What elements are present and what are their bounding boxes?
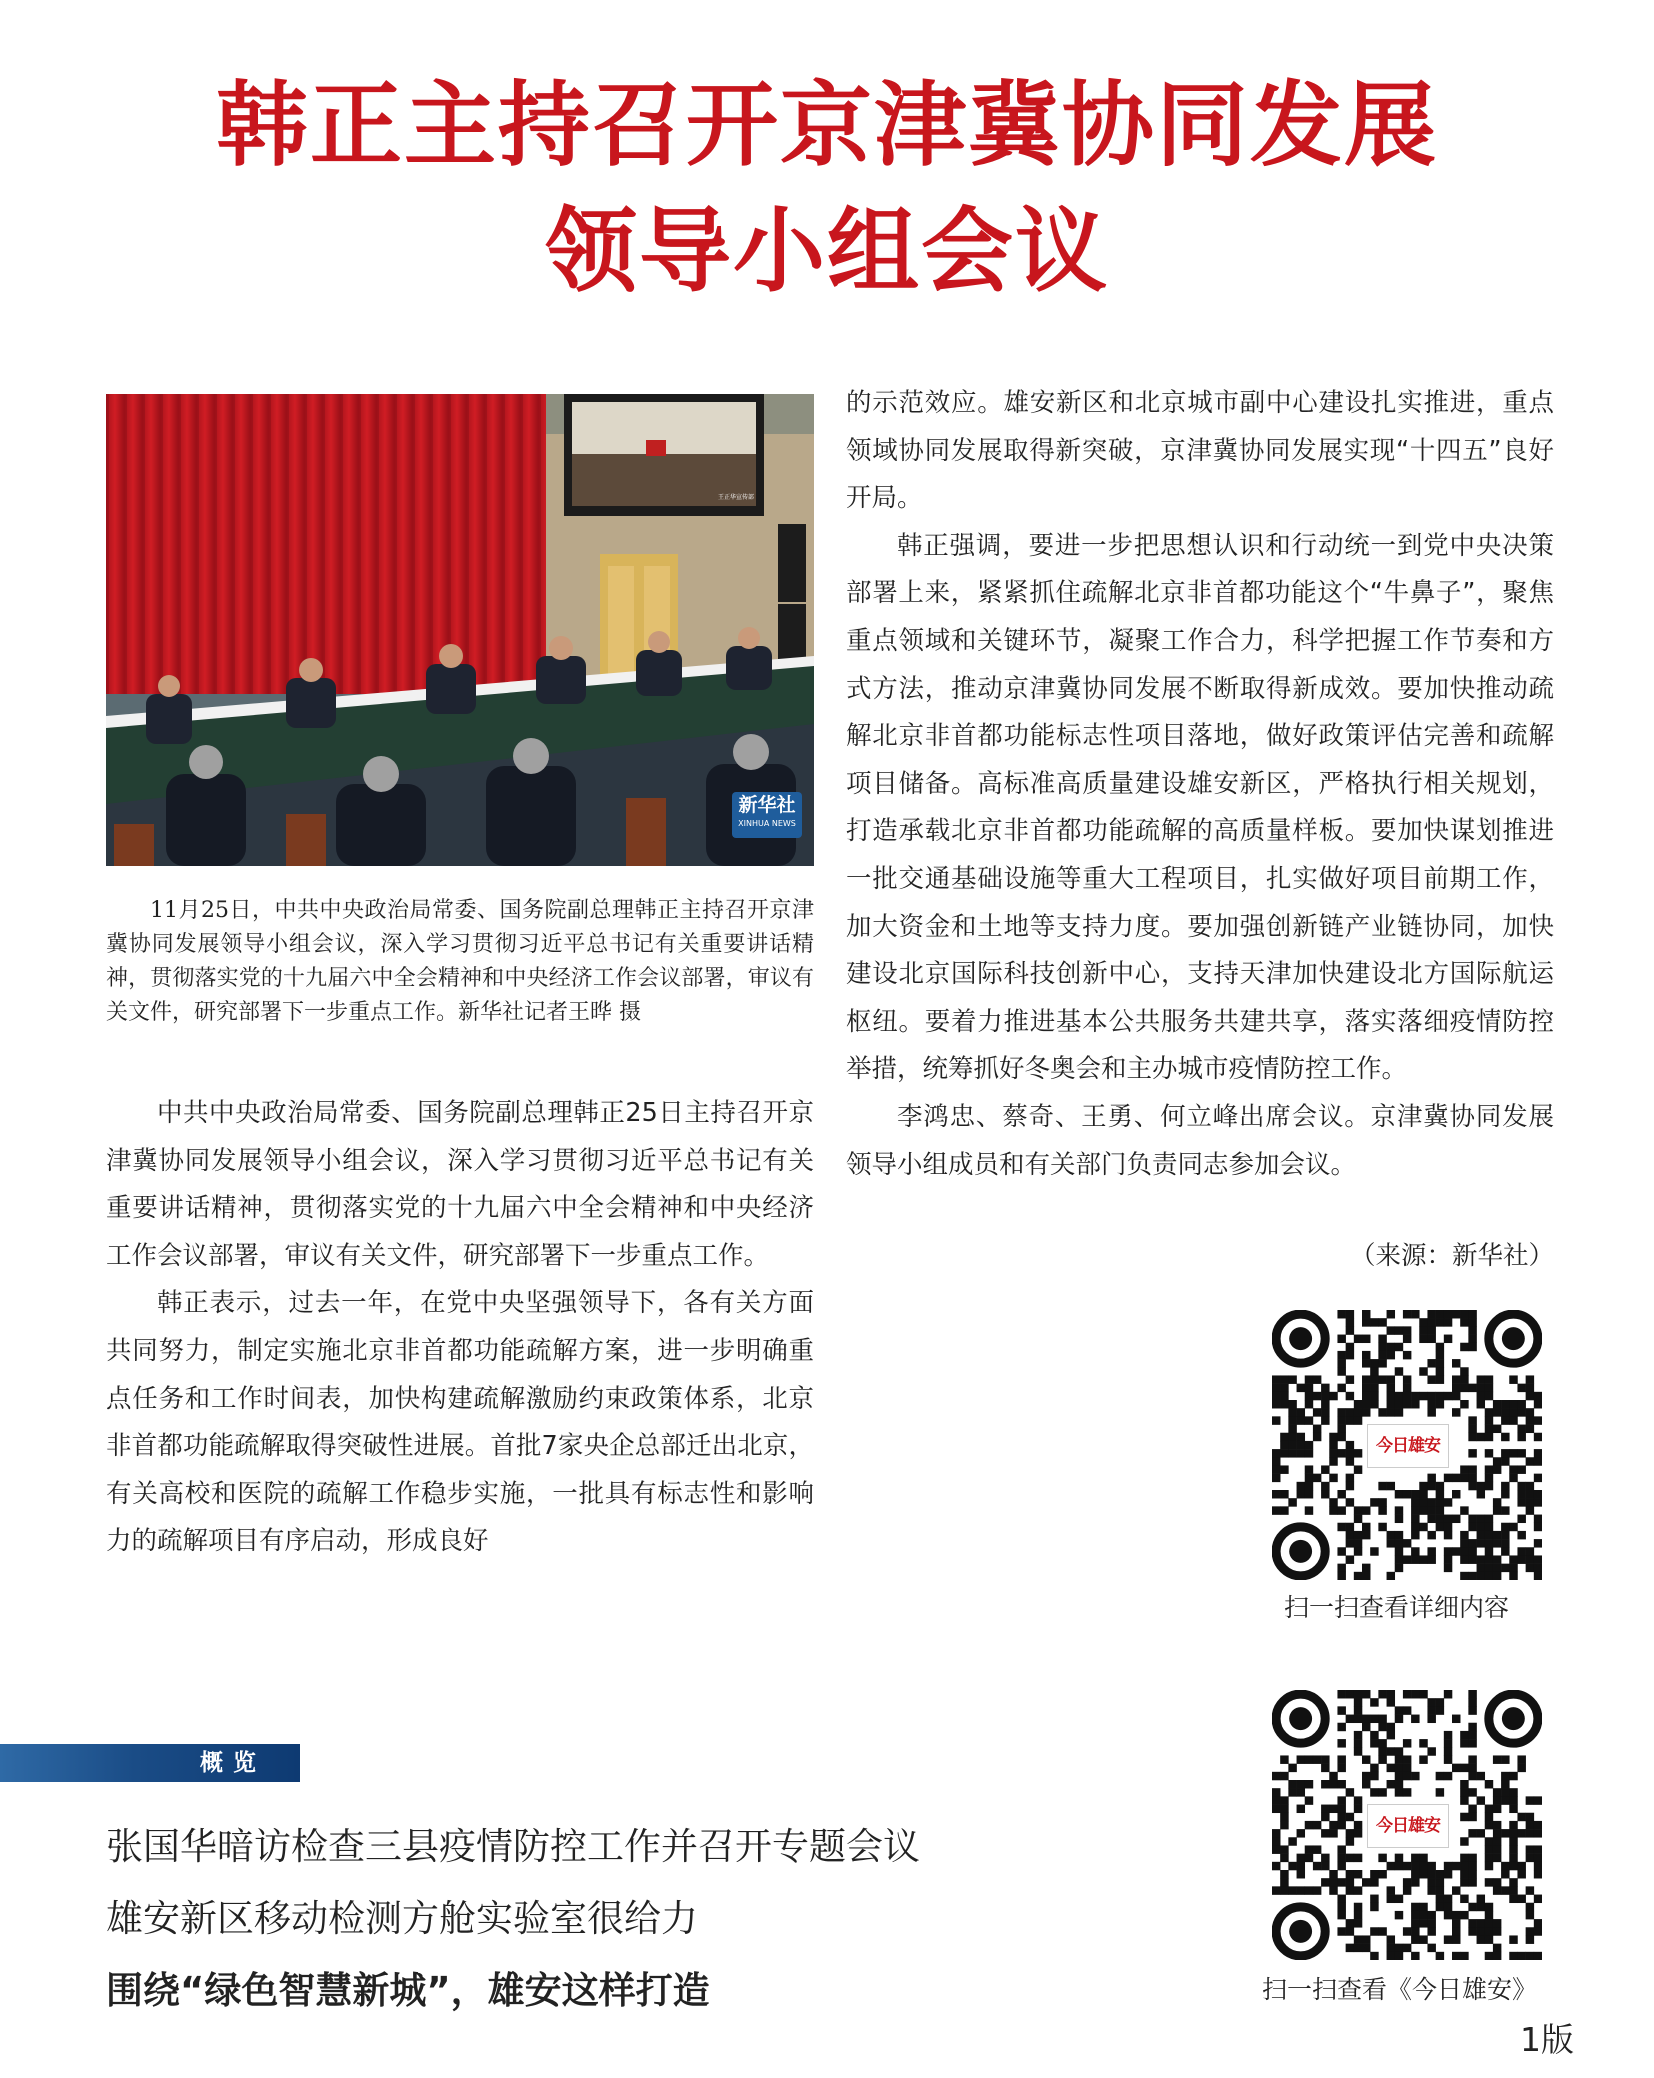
overview-link-item[interactable]: 张国华暗访检查三县疫情防控工作并召开专题会议 xyxy=(106,1825,920,1868)
watermark-main-text: 新华社 xyxy=(738,794,796,816)
meeting-room-illustration xyxy=(106,394,814,866)
article-paragraph-continued: 的示范效应。雄安新区和北京城市副中心建设扎实推进，重点领域协同发展取得新突破，京津冀协同发展实现“十四五”良好开局。 xyxy=(846,388,1554,514)
overview-label: 概览 xyxy=(200,1750,266,1776)
article-paragraph: 韩正强调，要进一步把思想认识和行动统一到党中央决策部署上来，紧紧抓住疏解北京非首都功能这个“牛鼻子”，聚焦重点领域和关键环节，凝聚工作合力，科学把握工作节奏和方式方法，推动京津冀协同发展不断取得新成效。要加快推动疏解北京非首都功能标志性项目落地，做好政策评估完善和疏解项目储备。高标准高质量建设雄安新区，严格执行相关规划，打造承载北京非首都功能疏解的高质量样板。要加快谋划推进一批交通基础设施等重大工程项目，扎实做好项目前期工作，加大资金和土地等支持力度。要加强创新链产业链协同，加快建设北京国际科技创新中心，支持天津加快建设北方国际航运枢纽。要着力推进基本公共服务共建共享，落实落细疫情防控举措，统筹抓好冬奥会和主办城市疫情防控工作。 xyxy=(846,530,1554,1085)
headline xyxy=(0,62,1654,314)
article-paragraph: 韩正表示，过去一年，在党中央坚强领导下，各有关方面共同努力，制定实施北京非首都功能疏解方案，进一步明确重点任务和工作时间表，加快构建疏解激励约束政策体系，北京非首都功能疏解取得突破性进展。首批7家央企总部迁出北京，有关高校和医院的疏解工作稳步实施，一批具有标志性和影响力的疏解项目有序启动，形成良好 xyxy=(106,1288,814,1557)
qr-code-newspaper[interactable] xyxy=(1272,1690,1542,1960)
screen-caption: 王正华宣传部 xyxy=(718,494,755,501)
overview-link-item[interactable]: 雄安新区移动检测方舱实验室很给力 xyxy=(106,1897,698,1940)
qr-caption-newspaper: 扫一扫查看《今日雄安》 xyxy=(1262,1975,1538,2004)
headline-line-2: 领导小组会议 xyxy=(544,197,1109,305)
article-paragraph: 李鸿忠、蔡奇、王勇、何立峰出席会议。京津冀协同发展领导小组成员和有关部门负责同志参加会议。 xyxy=(846,1101,1554,1180)
qr-logo: 今日雄安 xyxy=(1367,1424,1449,1468)
headline-line-1: 韩正主持召开京津冀协同发展 xyxy=(215,71,1438,179)
article-paragraph: 中共中央政治局常委、国务院副总理韩正25日主持召开京津冀协同发展领导小组会议，深入学习贯彻习近平总书记有关重要讲话精神，贯彻落实党的十九届六中全会精神和中央经济工作会议部署，审议有关文件，研究部署下一步重点工作。 xyxy=(106,1098,814,1271)
xinhua-watermark xyxy=(732,792,802,838)
article-source: （来源：新华社） xyxy=(1349,1241,1554,1271)
watermark-sub-text: XINHUA NEWS xyxy=(738,819,796,828)
qr-code-details[interactable] xyxy=(1272,1310,1542,1580)
article-right-column xyxy=(846,380,1554,1189)
page-number: 1版 xyxy=(1520,2020,1574,2059)
photo-caption: 11月25日，中共中央政治局常委、国务院副总理韩正主持召开京津冀协同发展领导小组会议，深入学习贯彻习近平总书记有关重要讲话精神，贯彻落实党的十九届六中全会精神和中央经济工作会议部署，审议有关文件，研究部署下一步重点工作。新华社记者王晔 摄 xyxy=(106,898,814,1025)
article-left-column xyxy=(106,1090,814,1566)
news-photo xyxy=(106,394,814,866)
overview-link-item[interactable]: 围绕“绿色智慧新城”，雄安这样打造 xyxy=(106,1969,710,2012)
qr-caption-details: 扫一扫查看详细内容 xyxy=(1284,1593,1510,1622)
qr-logo: 今日雄安 xyxy=(1367,1804,1449,1848)
